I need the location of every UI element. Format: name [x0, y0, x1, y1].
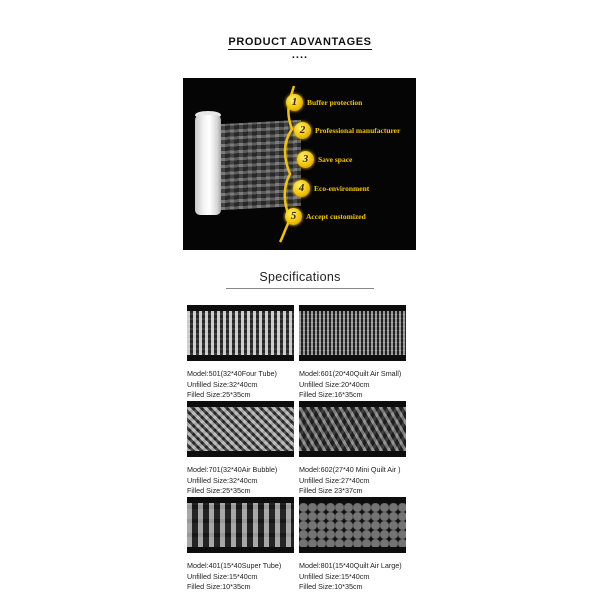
spec-card-701: [187, 401, 299, 497]
product-image: [299, 401, 406, 457]
advantages-title: PRODUCT ADVANTAGES: [228, 36, 372, 48]
advantage-item-3: [297, 150, 352, 168]
product-image: [299, 305, 406, 361]
air-column-roll-image: [195, 115, 221, 215]
spec-filled-size: Filled Size 23*37cm: [299, 486, 363, 495]
advantage-item-1: [286, 93, 362, 111]
spec-model: Model:501(32*40Four Tube): [187, 369, 277, 378]
advantages-dots: ....: [291, 49, 309, 61]
advantage-label: Save space: [318, 154, 353, 164]
product-image: [299, 497, 406, 553]
spec-filled-size: Filled Size:25*35cm: [187, 486, 251, 495]
number-badge-icon: 2: [294, 122, 311, 139]
spec-model: Model:801(15*40Quilt Air Large): [299, 561, 402, 570]
spec-card-801: [299, 497, 411, 593]
advantage-label: Professional manufacturer: [315, 125, 401, 135]
advantage-item-5: [285, 207, 366, 225]
spec-unfilled-size: Unfilled Size:32*40cm: [187, 475, 258, 485]
spec-model: Model:701(32*40Air Bubble): [187, 465, 278, 474]
spec-unfilled-size: Unfilled Size:15*40cm: [187, 571, 258, 581]
product-image: [187, 401, 294, 457]
advantage-item-2: [294, 121, 400, 139]
spec-model: Model:401(15*40Super Tube): [187, 561, 282, 570]
product-image: [187, 497, 294, 553]
spec-filled-size: Filled Size:10*35cm: [187, 582, 251, 591]
spec-unfilled-size: Unfilled Size:32*40cm: [187, 379, 258, 389]
spec-card-602: [299, 401, 411, 497]
spec-card-501: [187, 305, 299, 401]
spec-unfilled-size: Unfilled Size:27*40cm: [299, 475, 370, 485]
advantage-label: Buffer protection: [307, 97, 363, 107]
advantage-item-4: [293, 179, 369, 197]
number-badge-icon: 3: [297, 151, 314, 168]
spec-unfilled-size: Unfilled Size:15*40cm: [299, 571, 370, 581]
spec-card-401: [187, 497, 299, 593]
spec-filled-size: Filled Size:16*35cm: [299, 390, 363, 399]
advantage-label: Accept customized: [306, 211, 366, 221]
number-badge-icon: 1: [286, 94, 303, 111]
number-badge-icon: 5: [285, 208, 302, 225]
specifications-title: Specifications: [259, 270, 341, 284]
specifications-divider: [226, 288, 374, 289]
spec-model: Model:601(20*40Quilt Air Small): [299, 369, 402, 378]
spec-card-601: [299, 305, 411, 401]
product-image: [187, 305, 294, 361]
number-badge-icon: 4: [293, 180, 310, 197]
advantage-label: Eco-environment: [314, 183, 370, 193]
spec-model: Model:602(27*40 Mini Quilt Air ): [299, 465, 401, 474]
advantages-banner: [183, 78, 416, 250]
spec-unfilled-size: Unfilled Size:20*40cm: [299, 379, 370, 389]
spec-filled-size: Filled Size:25*35cm: [187, 390, 251, 399]
spec-filled-size: Filled Size:10*35cm: [299, 582, 363, 591]
